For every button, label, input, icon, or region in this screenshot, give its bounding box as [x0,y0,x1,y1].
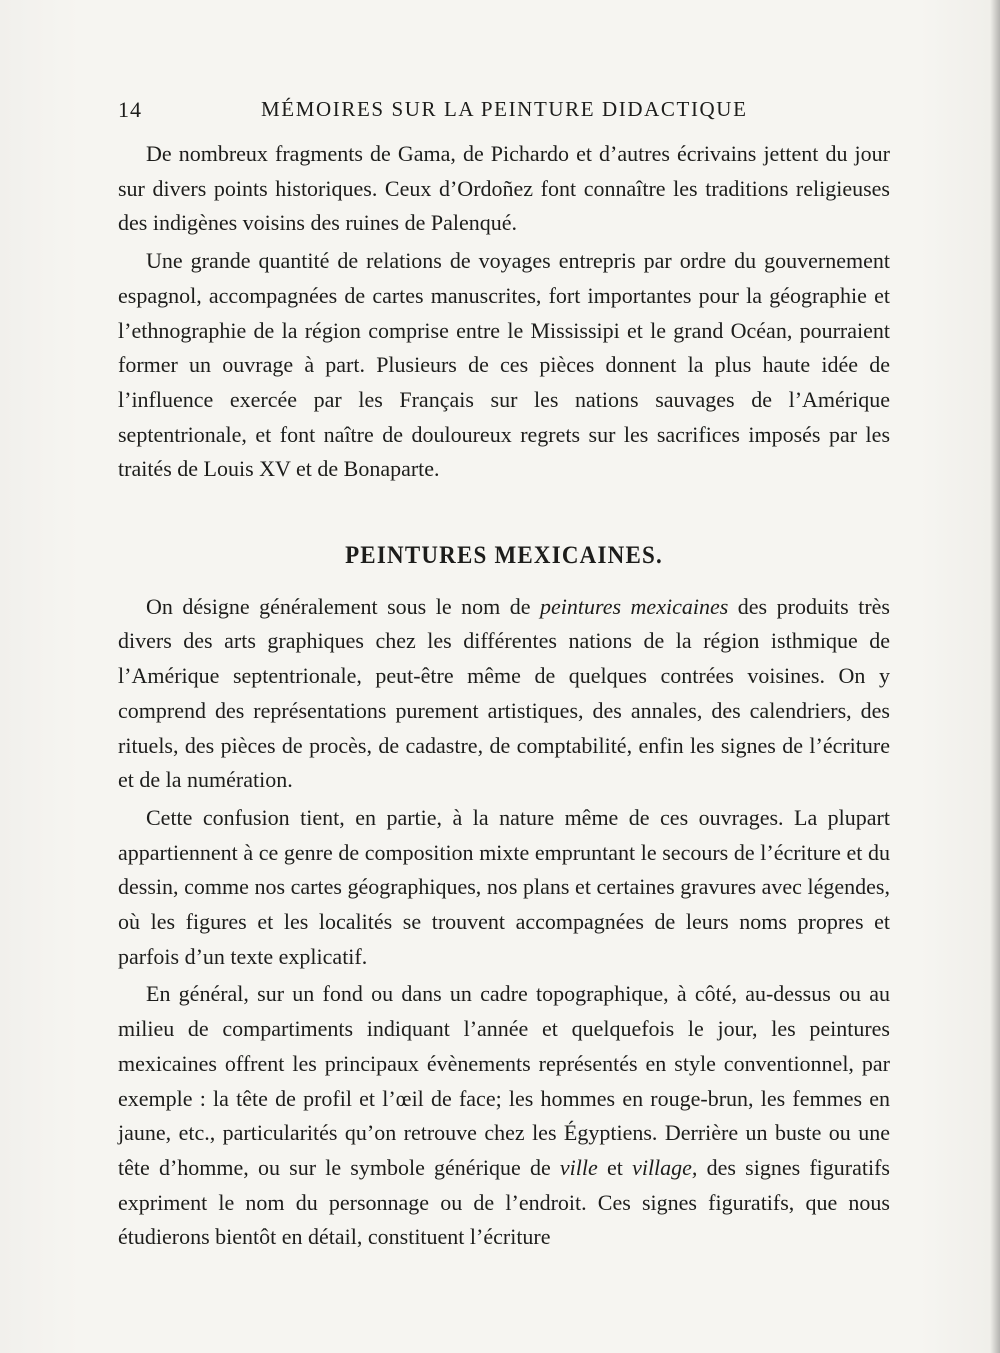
paragraph-2: Une grande quantité de relations de voyages entrepris par ordre du gouvernement espagnol, accompagnées de cartes manuscrites, fort importantes pour la géographie et l’ethnographie de la région comprise entre le Mississipi et le grand Océan, pourraient former un ouvrage à part. Plusieurs de ces pièces donnent la plus haute idée de l’influence exercée par les Français sur les nations sauvages de l’Amérique septentrionale, et font naître de douloureux regrets sur les sacrifices imposés par les traités de Louis XV et de Bonaparte. [118,248,890,482]
paragraph-5-italic-village: village, [632,1154,698,1180]
page-number: 14 [118,97,142,122]
paragraph-5-text-a: En général, sur un fond ou dans un cadre topographique, à côté, au-dessus ou au milieu de compartiments indiquant l’année et quelquefois le jour, les peintures mexicaines offrent les principaux évènements représentés en style conventionnel, par exemple : la tête de profil et l’œil de face; les hommes en rouge-brun, les femmes en jaune, etc., particularités qu’on retrouve chez les Égyptiens. Derrière un buste ou une tête d’homme, ou sur le symbole générique de [118,981,890,1180]
paragraph-3-text-b: des produits très divers des arts graphiques chez les différentes nations de la région isthmique de l’Amérique septentrionale, peut-être même de quelques contrées voisines. On y comprend des représentations purement artistiques, des annales, des calendriers, des rituels, des pièces de procès, de cadastre, de comptabilité, enfin les signes de l’écriture et de la numération. [118,593,890,793]
paragraph-5-italic-ville: ville [559,1154,598,1180]
paragraph-3-italic: peintures mexicaines [539,593,729,619]
body-text [118,137,890,1255]
paragraph-1: De nombreux fragments de Gama, de Pichardo et d’autres écrivains jettent du jour sur divers points historiques. Ceux d’Ordoñez font connaître les traditions religieuses des indigènes voisins des ruines de Palenqué. [118,141,890,236]
running-head [118,97,888,129]
running-title: MÉMOIRES SUR LA PEINTURE DIDACTIQUE [261,97,748,121]
paragraph-5-text-b: et [597,1154,633,1180]
paragraph-5 [118,977,890,1255]
section-title-text: PEINTURES MEXICAINES. [345,540,663,569]
section-title [118,538,890,573]
page-edge-shadow [990,0,1000,1353]
paragraph-3 [118,590,890,798]
paragraph-4: Cette confusion tient, en partie, à la nature même de ces ouvrages. La plupart appartiennent à ce genre de composition mixte empruntant le secours de l’écriture et du dessin, comme nos cartes géographiques, nos plans et certaines gravures avec légendes, où les figures et les localités se trouvent accompagnées de leurs noms propres et parfois d’un texte explicatif. [118,804,890,969]
paragraph-3-text-a: On désigne généralement sous le nom de [146,593,540,619]
paragraph-5-text-c: des signes figuratifs expriment le nom du personnage ou de l’endroit. Ces signes figuratifs, que nous étudierons bientôt en détail, constituent l’écriture [118,1154,890,1250]
